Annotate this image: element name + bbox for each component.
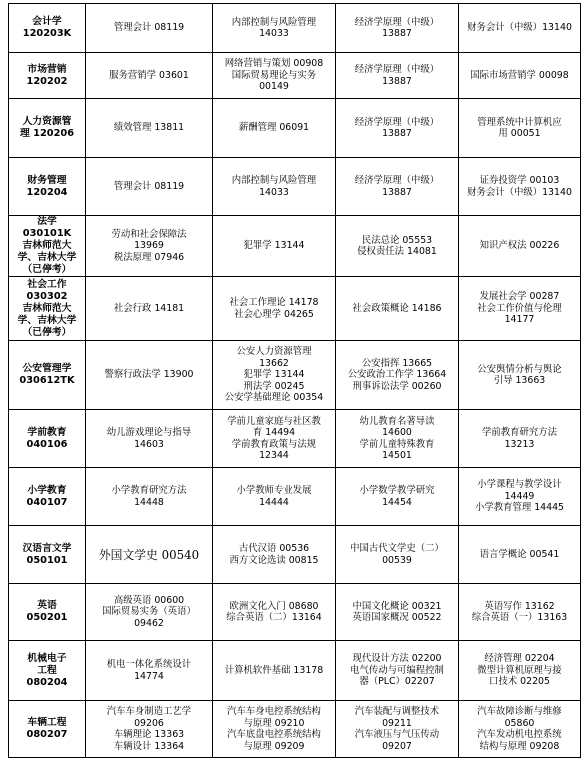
cell-text-line: 汽车发动机电控系统 [477,729,562,740]
major-cell [9,277,86,341]
cell-text-line: 引导 13663 [493,375,546,386]
cell-text-line: 绩效管理 13811 [113,122,185,134]
cell-text-line: 管理会计 08119 [113,22,185,34]
cell-text-line: 汉语言文学 [22,542,72,554]
course-cell-1 [86,526,213,584]
course-cell-2 [213,99,336,158]
cell-text-line: 英语 [37,600,57,611]
course-cell-2 [213,526,336,584]
cell-text-line: 14603 [134,438,164,450]
course-cell-2 [213,641,336,701]
course-cell-2 [213,468,336,526]
course-cell-3 [336,701,459,758]
major-cell [9,99,86,158]
cell-text-line: 国际贸易理论与实务 [231,69,317,81]
cell-text-line: 市场营销 [27,63,67,75]
table-row [9,701,581,758]
cell-text-line: 12344 [259,450,289,461]
cell-text-line: 050101 [26,554,68,566]
course-cell-3 [336,277,459,341]
course-cell-3 [336,584,459,641]
course-cell-3 [336,216,459,277]
course-cell-3 [336,641,459,701]
table-row [9,526,581,584]
cell-text-line: 内部控制与风险管理 [231,16,317,28]
cell-text-line: 车辆设计 13364 [113,740,185,752]
cell-text-line: 现代设计方法 02200 [352,653,442,665]
cell-text-line: 侵权责任法 14081 [357,246,437,257]
cell-text-line: 05860 [504,717,535,729]
table-row [9,410,581,468]
cell-text-line: 13213 [504,438,535,450]
cell-text-line: 国际贸易实务（英语） [102,606,196,618]
cell-text-line: 民法总论 05553 [361,234,433,246]
course-cell-3 [336,468,459,526]
cell-text-line: 030302 [26,290,68,302]
table-row [9,341,581,410]
course-cell-1 [86,53,213,99]
table-row [9,468,581,526]
cell-text-line: 口技术 02205 [489,676,550,688]
cell-text-line: 汽车车身制造工艺学 [106,706,192,717]
cell-text-line: 薪酬管理 06091 [238,122,310,134]
cell-text-line: 刑事诉讼法学 00260 [352,380,442,392]
major-cell [9,641,86,701]
course-cell-2 [213,53,336,99]
cell-text-line: 14177 [504,314,535,326]
cell-text-line: 00539 [382,554,412,566]
course-cell-3 [336,341,459,410]
course-cell-4 [459,99,581,158]
cell-text-line: 14774 [134,670,164,682]
cell-text-line: 电气传动与可编程控制 [350,664,444,676]
cell-text-line: 13887 [382,75,412,87]
course-cell-1 [86,158,213,216]
course-cell-1 [86,468,213,526]
cell-text-line: 网络营销与策划 00908 [224,58,324,70]
cell-text-line: 社会工作 [27,278,67,290]
cell-text-line: 13887 [382,28,412,39]
cell-text-line: 小学教育研究方法 [111,485,187,496]
course-cell-1 [86,99,213,158]
cell-text-line: 学前教育政策与法规 [231,438,317,450]
cell-text-line: 古代汉语 00536 [238,543,310,554]
cell-text-line: 中国古代文学史（二） [350,543,444,554]
cell-text-line: 小学教育 [27,484,67,496]
course-cell-1 [86,341,213,410]
course-cell-1 [86,584,213,641]
cell-text-line: 社会工作理论 14178 [229,297,319,308]
cell-text-line: 学、吉林大学 [17,252,77,263]
cell-text-line: 14444 [259,496,289,508]
cell-text-line: 040107 [26,496,68,508]
cell-text-line: 税法原理 07946 [113,251,185,263]
major-cell [9,410,86,468]
cell-text-line: 社会行政 14181 [113,302,185,314]
cell-text-line: 080204 [26,676,68,688]
cell-text-line: 财务会计（中级）13140 [467,186,572,198]
cell-text-line: 09211 [382,717,412,729]
cell-text-line: 育 14494 [252,427,296,438]
cell-text-line: 劳动和社会保障法 [111,228,187,240]
table-row [9,216,581,277]
cell-text-line: 内部控制与风险管理 [231,175,317,186]
cell-text-line: 中国文化概论 00321 [352,600,442,612]
major-cell [9,584,86,641]
cell-text-line: 14600 [382,427,412,438]
cell-text-line: 公安学基础理论 00354 [224,392,324,404]
cell-text-line: 财务会计（中级）13140 [467,22,572,34]
course-cell-2 [213,410,336,468]
cell-text-line: 公安管理学 [22,363,72,374]
cell-text-line: 汽车液压与气压传动 [354,729,440,740]
table-row [9,277,581,341]
cell-text-line: 09206 [134,717,164,729]
cell-text-line: 财务管理 [27,174,67,186]
cell-text-line: 公安人力资源管理 [236,346,312,358]
table-row [9,4,581,53]
cell-text-line: 汽车故障诊断与维修 [477,706,562,717]
course-cell-4 [459,216,581,277]
cell-text-line: 经济管理 02204 [484,653,555,665]
cell-text-line: 学、吉林大学 [17,314,77,326]
cell-text-line: 14033 [259,186,289,198]
course-cell-1 [86,641,213,701]
cell-text-line: 080207 [26,729,68,740]
cell-text-line: 汽车车身电控系统结构 [227,706,321,717]
cell-text-line: 小学数学教学研究 [359,485,435,496]
cell-text-line: 经济学原理（中级） [354,175,440,186]
cell-text-line: 英语写作 13162 [484,600,555,612]
course-cell-2 [213,701,336,758]
cell-text-line: 犯罪学 13144 [243,369,305,381]
cell-text-line: 工程 [37,664,57,676]
cell-text-line: 学前教育 [27,426,67,438]
cell-text-line: 14033 [259,28,289,39]
cell-text-line: 计算机软件基础 13178 [224,664,324,676]
cell-text-line: 学前儿童家庭与社区教 [227,415,321,427]
cell-text-line: 13887 [382,128,412,139]
cell-text-line: 管理系统中计算机应 [477,116,562,128]
cell-text-line: 公安政治工作学 13664 [347,369,447,381]
cell-text-line: 120204 [26,186,68,198]
cell-text-line: 国际市场营销学 00098 [470,69,569,81]
cell-text-line: 犯罪学 13144 [243,240,305,252]
exam-course-table [8,3,581,758]
table-row [9,158,581,216]
cell-text-line: 理 120206 [19,128,75,139]
table-row [9,584,581,641]
cell-text-line: 英语国家概况 00522 [352,612,442,623]
major-cell [9,158,86,216]
cell-text-line: 120202 [26,75,68,87]
cell-text-line: 幼儿游戏理论与指导 [106,427,192,438]
cell-text-line: 050201 [26,612,68,623]
course-cell-4 [459,4,581,53]
cell-text-line: 知识产权法 00226 [479,240,560,252]
cell-text-line: 社会工作价值与伦理 [477,302,562,314]
table-body [9,4,581,758]
cell-text-line: 发展社会学 00287 [479,291,560,303]
cell-text-line: 00149 [259,81,289,93]
course-cell-2 [213,584,336,641]
course-cell-1 [86,216,213,277]
major-cell [9,468,86,526]
course-cell-4 [459,468,581,526]
course-cell-2 [213,277,336,341]
cell-text-line: 120203K [22,28,72,39]
cell-text-line: 服务营销学 03601 [109,69,189,81]
cell-text-line: （已停考） [22,264,72,275]
cell-text-line: 公安舆情分析与舆论 [477,363,562,375]
course-cell-4 [459,277,581,341]
cell-text-line: 030612TK [19,375,75,386]
cell-text-line: 管理会计 08119 [113,180,185,192]
cell-text-line: 会计学 [32,16,62,27]
major-cell [9,701,86,758]
cell-text-line: 吉林师范大 [22,240,72,251]
cell-text-line: 14449 [504,490,535,502]
course-cell-4 [459,410,581,468]
cell-text-line: 14454 [382,496,412,508]
cell-text-line: 13662 [259,357,289,369]
course-cell-2 [213,158,336,216]
course-cell-3 [336,158,459,216]
course-cell-4 [459,584,581,641]
course-cell-1 [86,701,213,758]
major-cell [9,341,86,410]
cell-text-line: 09207 [382,740,412,752]
cell-text-line: 14501 [382,450,412,461]
course-cell-4 [459,53,581,99]
cell-text-line: 语言学概论 00541 [479,548,560,560]
cell-text-line: 车辆工程 [27,717,67,728]
cell-text-line: 13887 [382,186,412,198]
course-cell-4 [459,701,581,758]
table-row [9,641,581,701]
cell-text-line: 高级英语 00600 [113,594,185,606]
course-cell-3 [336,99,459,158]
cell-text-line: 汽车底盘电控系统结构 [227,729,321,740]
course-cell-3 [336,410,459,468]
cell-text-line: 警察行政法学 13900 [104,369,194,381]
cell-text-line: 人力资源管 [22,116,72,127]
cell-text-line: 吉林师范大 [22,302,72,314]
cell-text-line: 学前教育研究方法 [481,427,557,438]
course-cell-1 [86,4,213,53]
course-cell-2 [213,341,336,410]
cell-text-line: 综合英语（二）13164 [226,612,322,623]
course-cell-4 [459,641,581,701]
major-cell [9,526,86,584]
cell-text-line: 机电一体化系统设计 [106,659,192,670]
cell-text-line: 汽车装配与调整技术 [354,706,440,717]
cell-text-line: （已停考） [22,326,72,338]
cell-text-line: 机械电子 [27,652,67,664]
course-cell-4 [459,158,581,216]
course-cell-3 [336,526,459,584]
cell-text-line: 小学教育管理 14445 [474,502,565,514]
course-cell-3 [336,53,459,99]
cell-text-line: 用 00051 [498,128,541,139]
cell-text-line: 040106 [26,438,68,450]
cell-text-line: 小学教师专业发展 [236,485,312,496]
cell-text-line: 经济学原理（中级） [354,116,440,128]
course-cell-2 [213,4,336,53]
cell-text-line: 欧洲文化入门 08680 [229,600,319,612]
cell-text-line: 综合英语（一）13163 [471,612,568,623]
cell-text-line: 与原理 09209 [243,740,305,752]
cell-text-line: 13969 [134,240,164,252]
cell-text-line: 西方文论选读 00815 [229,554,319,566]
cell-text-line: 小学课程与教学设计 [477,479,562,491]
cell-text-line: 器（PLC）02207 [359,676,435,688]
course-cell-1 [86,410,213,468]
cell-text-line: 经济学原理（中级） [354,64,440,75]
cell-text-line: 证券投资学 00103 [479,175,560,186]
cell-text-line: 14448 [134,496,164,508]
table-row [9,99,581,158]
cell-text-line: 社会心理学 04265 [234,308,314,320]
cell-text-line: 学前儿童特殊教育 [359,438,435,450]
major-cell [9,216,86,277]
cell-text-line: 法学 030101K [22,216,72,239]
course-cell-4 [459,341,581,410]
course-cell-1 [86,277,213,341]
cell-text-line: 社会政策概论 14186 [352,302,442,314]
cell-text-line: 幼儿教育名著导读 [359,415,435,427]
cell-text-line: 与原理 09210 [243,717,305,729]
cell-text-line: 微型计算机原理与接 [477,664,562,676]
course-cell-3 [336,4,459,53]
cell-text-line: 09462 [134,617,164,629]
cell-text-line: 结构与原理 09208 [479,740,560,752]
cell-text-line: 刑法学 00245 [243,380,305,392]
course-cell-4 [459,526,581,584]
cell-text-line: 车辆理论 13363 [113,729,185,740]
major-cell [9,53,86,99]
course-cell-2 [213,216,336,277]
cell-text-line: 外国文学史 00540 [98,547,200,562]
cell-text-line: 经济学原理（中级） [354,16,440,28]
cell-text-line: 公安指挥 13665 [361,357,433,369]
major-cell [9,4,86,53]
table-row [9,53,581,99]
